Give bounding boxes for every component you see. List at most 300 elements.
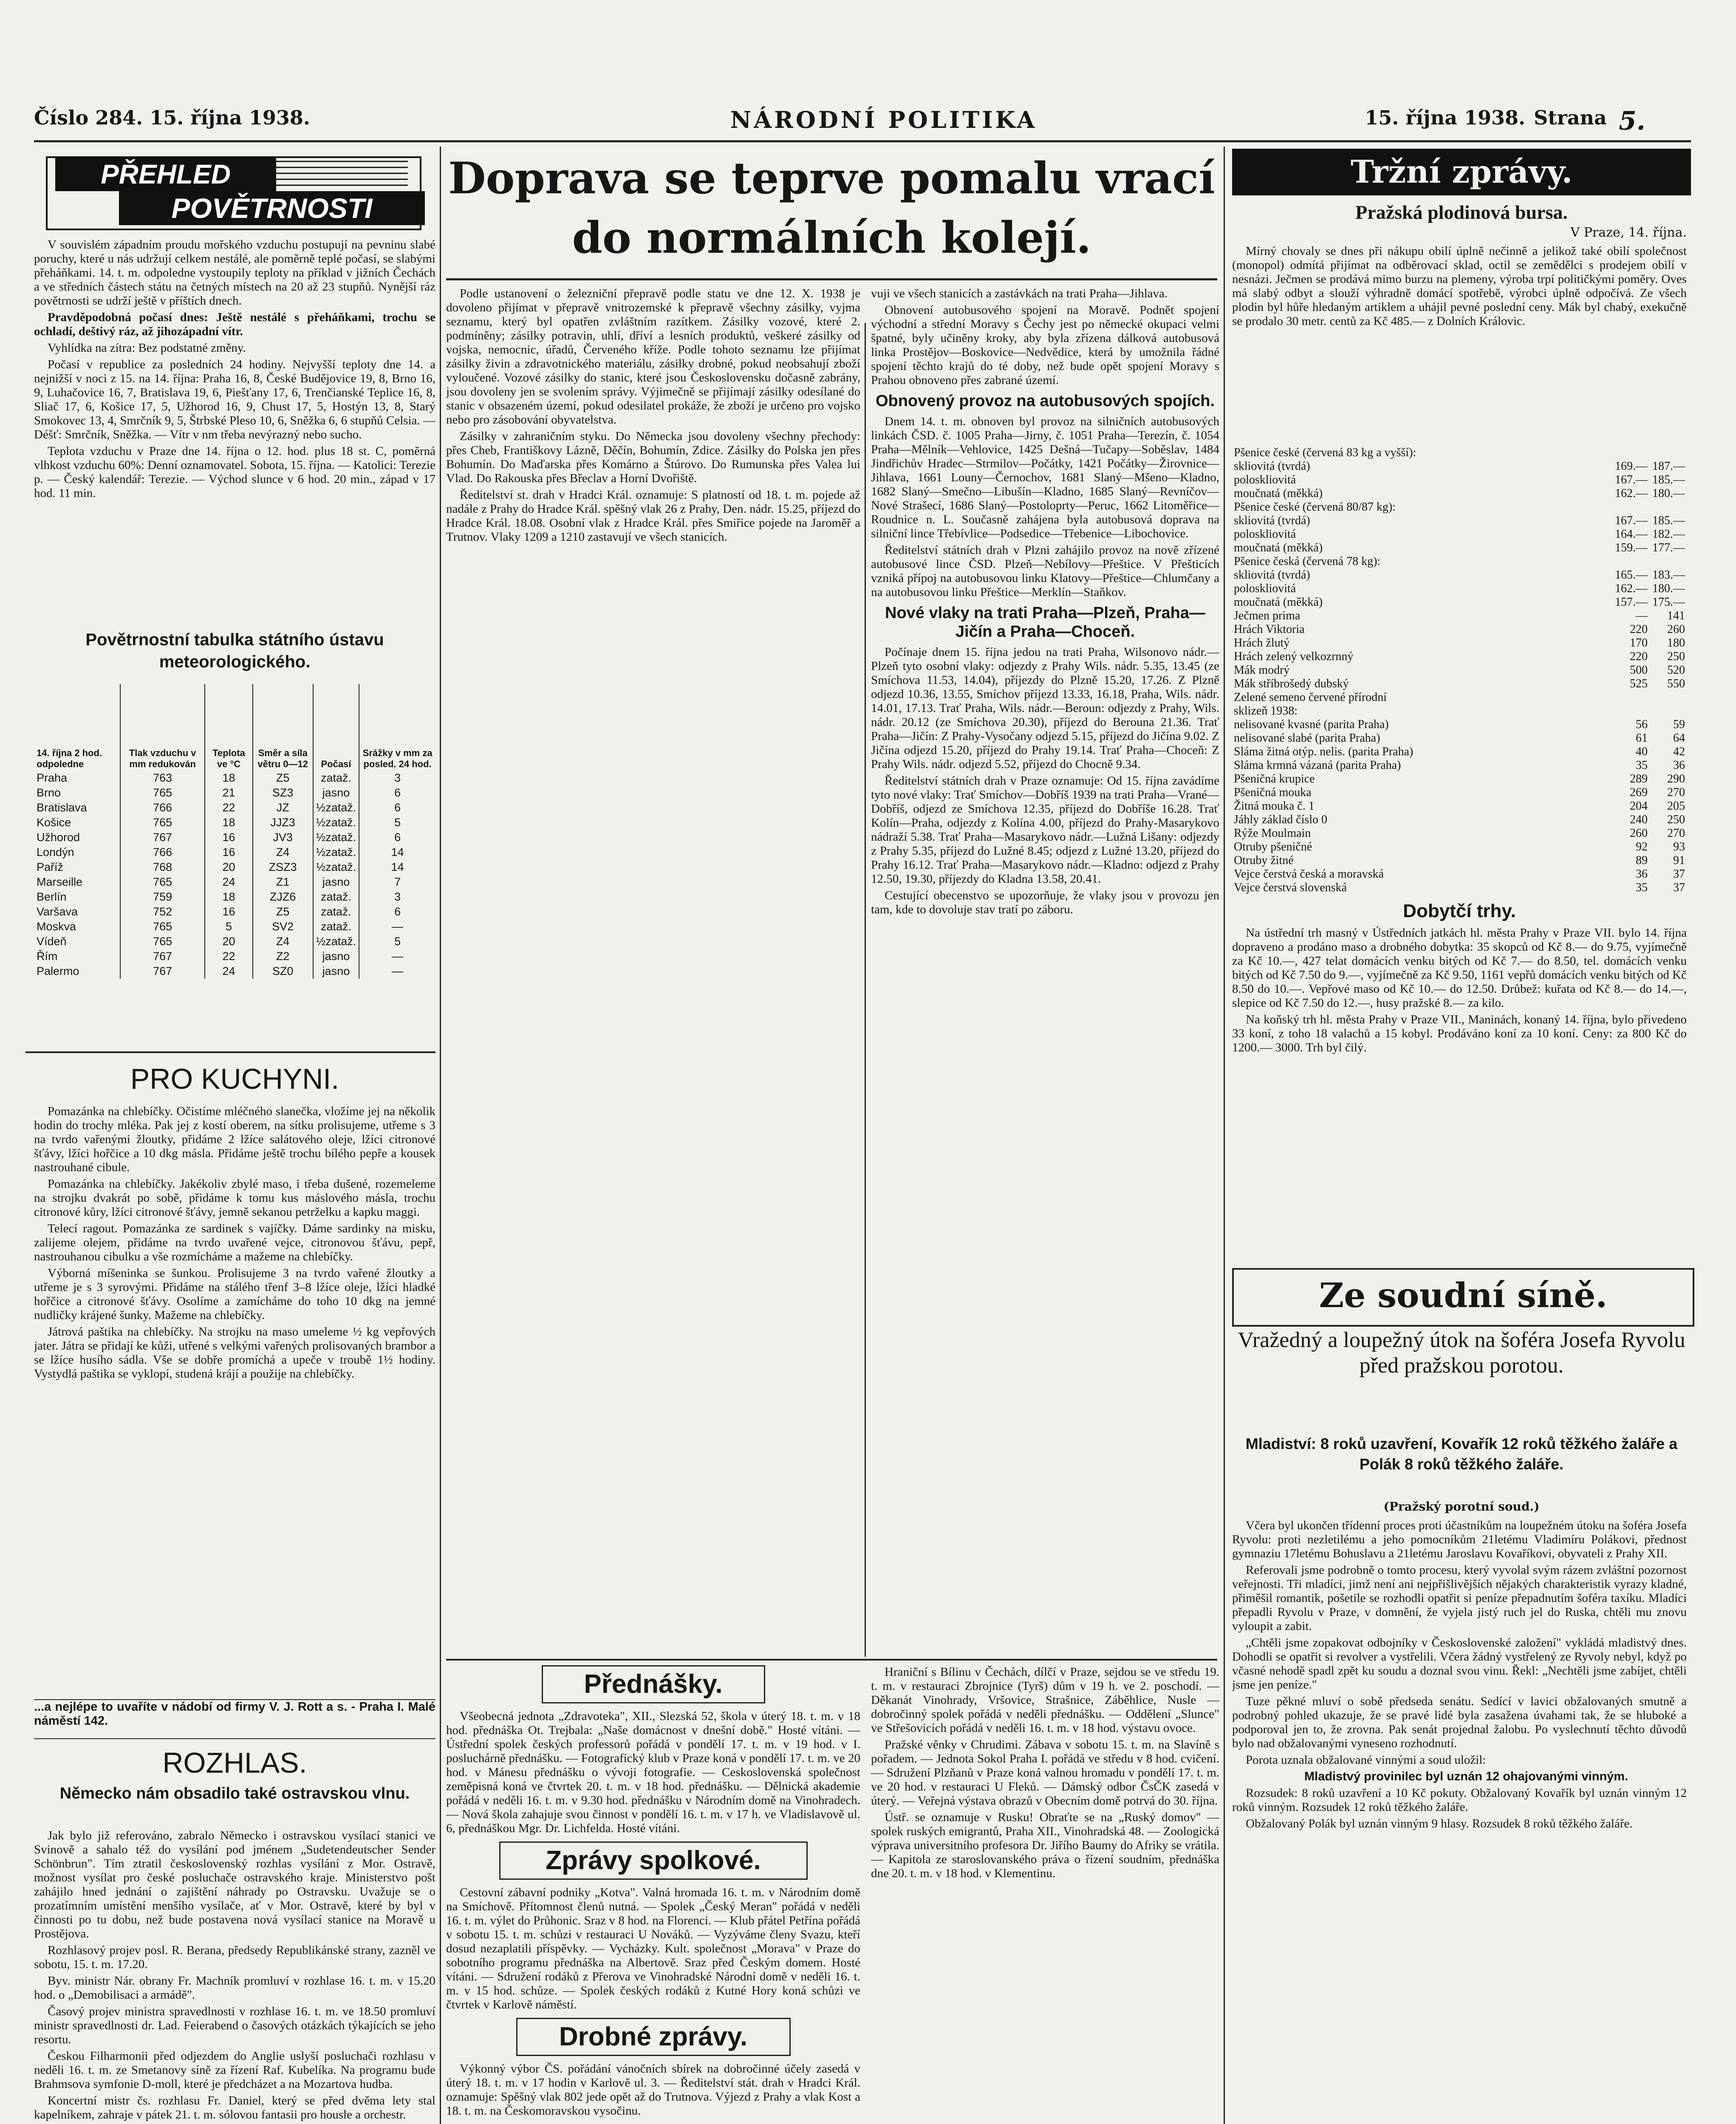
price-low: 170: [1630, 636, 1648, 650]
price-low: 157.—: [1615, 596, 1648, 609]
price-row: [1232, 555, 1687, 568]
price-high: 187.—: [1652, 460, 1685, 473]
commodity-name: poloskliovitá: [1234, 582, 1296, 595]
weather-cell: Palermo: [37, 965, 79, 977]
price-high: 250: [1667, 650, 1685, 663]
newspaper-title: NÁRODNÍ POLITIKA: [730, 106, 1038, 133]
price-high: 180.—: [1652, 487, 1685, 500]
weather-logo-line2: POVĚTRNOSTI: [119, 191, 425, 225]
radio-article-2: Rozhlasový projev posl. R. Berana, předsedy Republikánské strany, zazněl ve sobotu, 15. t. m. 17.20.: [34, 1943, 435, 1971]
weather-cell: zataž.: [313, 771, 359, 785]
court-para-3: „Chtěli jsme zopakovat odbojníky v Československé založení" vykládá mladistvý dnes. Dohodli se opatřit si revolver a vystřelili. Včera žádný vystřelený ze Ryvoly nebyl, když po včasné nehodě spadl zpět ku soudu a doznal svou vinu. Řekl: „Nechtěli jsme zabíjet, chtěli jsme jen peníze.": [1232, 1636, 1687, 1692]
price-high: 93: [1673, 840, 1685, 853]
weather-cell: —: [359, 964, 435, 979]
price-row: [1232, 473, 1687, 487]
commodity-name: Mák modrý: [1234, 664, 1290, 677]
weather-logo: [34, 149, 438, 234]
recipe-3: Telecí ragout. Pomazánka ze sardinek s vajíčky. Dáme sardinky na misku, zalijeme olejem, přidáme na tvrdo uvařené vejce, citronovou šťávu, pepř, nastrouhanou cibulku a vše rozmícháme a mažeme na chlebíčky.: [34, 1222, 435, 1263]
court-para-1: Včera byl ukončen třídenní proces proti účastníkům na loupežném útoku na šoféra Josefa Ryvolu: proti nezletilému a jeho pomocníkům 21letému Vladimíru Polákovi, přednost gymnaziu 17letému Bohuslavu a 21letému Jaroslavu Kovaříkovi, obyvateli z Prahy XII.: [1232, 1519, 1687, 1560]
price-row: [1232, 786, 1687, 799]
price-high: 250: [1667, 813, 1685, 826]
weather-cell: SZ0: [253, 964, 313, 979]
weather-cell: 766: [120, 800, 205, 815]
radio-section: [34, 1829, 435, 2124]
weather-cell: ZJZ6: [253, 890, 313, 904]
transport-headline-line1: Doprava se teprve pomalu vrací: [448, 153, 1215, 204]
weather-row: [34, 949, 435, 964]
weather-cell: 6: [359, 785, 435, 800]
transport-para-1: Podle ustanovení o železniční přepravě podle statu ve dne 12. X. 1938 je dovoleno přijímat v přepravě vnitrozemské k přepravě všechny zásilky, vyjma seznamu, který byl opatřen zvláštním razítkem. Zásilky vozové, které 2. podmíněny; zásilky potravin, uhlí, dříví a lesních produktů, veškeré zásilky od vojska, nemocnic, úřadů, Červeného kříže. Podle tohoto seznamu lze přijímat zásilky živin a zdravotnického materiálu, zásilky drobné, pokud neobsahují zboží vyloučené. Vozové zásilky do stanic, které jsou Československu dočasně zabrány, jsou dovoleny jen se svolením správy. Výjimečně se přijímají zásilky odesílané do stanic v obsazeném území, pokud odesilatel prokáže, že zboží je určeno pro vojsko nebo pro zásobování obyvatelstva.: [446, 287, 860, 426]
price-high: [1649, 691, 1687, 704]
weather-cell: JZ: [253, 800, 313, 815]
misc-notice-3: Ústř. se oznamuje v Rusku! Obraťte se na „Ruský domov" — spolek ruských emigrantů, Praha XII., Vinohradská 48. — Zoologická výprava universitního profesora Dr. Jiřího Baumy do Afriky se vrátila. — Kapitola ze staroslovanského práva o řízení soudním, přednáška dne 20. t. m. v 18 hod. v Klementinu.: [871, 1810, 1219, 1880]
weather-cell: JV3: [253, 830, 313, 845]
price-table: [1232, 446, 1687, 895]
cooking-section: [34, 1104, 435, 1695]
briefs-text: [446, 2062, 860, 2118]
weather-cell: jasno: [313, 875, 359, 890]
price-high: 290: [1667, 772, 1685, 785]
commodity-name: Hrách zelený velkozrnný: [1234, 650, 1354, 663]
price-low: 167.—: [1615, 473, 1648, 486]
weather-cell: Z5: [253, 771, 313, 785]
clubs-text: [446, 1886, 860, 2012]
court-article: [1232, 1519, 1687, 2124]
commodity-name: nelisované slabé (parita Praha): [1234, 732, 1380, 745]
recipe-1: Pomazánka na chlebíčky. Očistíme mléčného slanečka, vložíme jej na několik hodin do trochy mléka. Pak jej z kostí oberem, na sítku prolisujeme, utřeme s 3 na tvrdo vařenými žloutky, přidáme 2 lžíce salátového oleje, lžíci citronové šťávy, lžíci hořčice a 10 dkg másla. Přidáme ještě trochu bílého pepře a kousek nastrouhané cibule.: [34, 1104, 435, 1174]
column-rule-3: [1224, 147, 1225, 2124]
price-low: [1612, 446, 1649, 460]
weather-cell: 18: [205, 771, 252, 785]
price-high: 175.—: [1652, 596, 1685, 609]
price-low: 159.—: [1615, 541, 1648, 554]
price-row: [1232, 840, 1687, 854]
price-low: 36: [1636, 867, 1648, 881]
weather-row: [34, 830, 435, 845]
court-para-6: Rozsudek: 8 roků uzavření a 10 Kč pokuty. Obžalovaný Kovařík byl uznán vinným 12 roků vinným. Rozsudek 12 roků těžkého žaláře.: [1232, 1786, 1687, 1814]
price-row: [1232, 704, 1687, 718]
weather-cell: Z4: [253, 845, 313, 860]
commodity-name: skliovitá (tvrdá): [1234, 460, 1310, 473]
price-row: [1232, 582, 1687, 596]
commodity-name: Hrách žlutý: [1234, 636, 1290, 650]
weather-cell: 20: [205, 934, 252, 949]
transport-col-right: [871, 287, 1219, 1655]
lectures-title: Přednášky.: [542, 1665, 765, 1703]
commodity-name: Otruby žitné: [1234, 854, 1294, 867]
price-low: 61: [1636, 732, 1648, 745]
weather-cell: 20: [205, 860, 252, 875]
weather-cell: 14: [359, 845, 435, 860]
commodity-name: Sláma krmná vázaná (parita Praha): [1234, 759, 1401, 772]
transport-para-6: Dnem 14. t. m. obnoven byl provoz na silničních autobusových linkách ČSD. č. 1005 Praha—Jirny, č. 1051 Praha—Terezín, č. 1054 Praha—Mělník—Vehlovice, 1425 Dešná—Tučapy—Soběslav, 1484 Jindřichův Hradec—Strmilov—Počátky, 1421 Počátky—Žirovnice—Jihlava, 1661 Louny—Černochov, 1681 Slaný—Mšeno—Kladno, 1682 Slaný—Smečno—Libušín—Kladno, 1685 Slaný—Revníčov—Nové Strašecí, 1686 Slaný—Postoloprty—Peruc, 1662 Litoměřice—Roudnice n. L. Současně zahájena byla autobusová doprava na silniční lince Třebívlice—Podsedice—Třebenice—Libochovice.: [871, 415, 1219, 540]
section-divider: [25, 1051, 435, 1053]
weather-table-body: [34, 771, 435, 979]
weather-cell: 24: [205, 964, 252, 979]
market-intro: Mírný chovaly se dnes při nákupu obilí úplně nečinně a jelikož také obilí společnost (monopol) odmítá přijímat na odběrovací sklad, octil se zemědělci s prodejem obilí v nesnázi. Ječmen se prodává mimo burzu na plemeny, výroba trpí političkými poměry. Oves má slabý odbyt a slouží výhradně domácí spotřebě, výrobci úplně odpočívá. Ze všech plodin byl hůře hledaným artiklem a uhájil pevné poslední ceny. Mák byl chabý, exekučně se prodalo 30 metr. centů za Kč 485.— z Dolních Královic.: [1232, 244, 1687, 328]
radio-article-1: Jak bylo již referováno, zabralo Německo i ostravskou vysílací stanici ve Svinově a sahalo též do vysílání pod jménem „Sudetendeutscher Sender Schönbrun". Tím ztratil československý rozhlas vysílání z Mor. Ostravě, možnost vysílat pro české posluchače ostravského kraje. Ministerstvo pošt zahájilo hned jednání o zajištění náhrady po Ostravsku. Uvažuje se o prozatímním umístění menšího vysílače, ať v Mor. Ostravě, které by byl v činnosti po tu dobu, než bude postavena nová vysílací stanice na Moravě u Prostějova.: [34, 1829, 435, 1940]
commodity-name: nelisované kvasné (parita Praha): [1234, 718, 1389, 731]
radio-subtitle: Německo nám obsadilo také ostravskou vlnu.: [59, 1785, 410, 1802]
price-low: 269: [1630, 786, 1648, 799]
masthead-left: Číslo 284. 15. října 1938.: [34, 106, 310, 129]
recipe-4: Výborná míšeninka se šunkou. Prolisujeme 3 na tvrdo vařené žloutky a utřeme je s 3 syrovými. Přidáme na stálého třenf 3–8 lžíce oleje, lžíci hladké hořčice a citronové šťávy. Osolíme a zamícháme do toho 10 dkg na jemné nudličky krájené šunky. Mažeme na chlebíčky.: [34, 1266, 435, 1322]
price-low: [1612, 691, 1649, 704]
price-row: [1232, 650, 1687, 664]
price-row: [1232, 718, 1687, 732]
weather-cell: 766: [120, 845, 205, 860]
weather-cell: Praha: [37, 771, 68, 784]
weather-cell: zataž.: [313, 919, 359, 934]
price-high: 180: [1667, 636, 1685, 650]
weather-cell: 767: [120, 964, 205, 979]
transport-para-9: Ředitelství státních drah v Praze oznamuje: Od 15. října zavádíme tyto nové vlaky: Trať Smíchov—Dobříš 1939 na trati Praha—Vrané—Dobříš, odjezd ze Smíchova 12.35, příjezd do Dobříše 16.28. Trať Kolín—Praha, odjezdy z Kolína 4.00, příjezd do Prahy-Masarykovo nádraží 5.38. Trať Praha—Masarykovo nádr.—Lužná Lišany: odjezdy z Prahy 5.35, příjezd do Lužné 8.45; odjezd z Lužné 13.20, příjezd do Prahy 16.12. Trať Praha—Masarykovo nádr.—Kladno: odjezd z Prahy 12.50, 19.30, příjezdy do Kladna 13.58, 20.41.: [871, 774, 1219, 886]
price-high: 36: [1673, 759, 1685, 772]
weather-cell: Z5: [253, 904, 313, 919]
price-row: [1232, 487, 1687, 500]
weather-row: [34, 890, 435, 904]
commodity-name: Pšenice české (červená 80/87 kg):: [1234, 500, 1396, 514]
weather-prague-reading: Teplota vzduchu v Praze dne 14. října o 12. hod. plus 18 st. C, poměrná vlhkost vzduchu 60%: Denní oznamovatel. Sobota, 15. října. — Katolici: Terezie p. — Český kalendář: Terezie. — Východ slunce v 6 hod. 20 min., západ v 17 hod. 11 min.: [34, 444, 435, 500]
court-para-2: Referovali jsme podrobně o tomto procesu, který vyvolal svým rázem zvláštní pozornost veřejnosti. Tři mladíci, jimž není ani nejpřišlivějších nějakých charakteristik vyrazy kladné, přiměšil romantik, pošetile se rozhodli opatřit si peníze přepadnutím šoféra taxíku. Mladíci přepadli Ryvolu v Praze, v domnění, že vyjela jistý ruch jel do Ruska, chtěli mu znovu vyloupit a zabit.: [1232, 1563, 1687, 1633]
court-title: Ze soudní síně.: [1232, 1268, 1694, 1327]
weather-cell: ½zataž.: [313, 934, 359, 949]
weather-intro: V souvislém západním proudu mořského vzduchu postupují na pevninu slabé poruchy, které u nás udržují celkem nestálé, ale poměrně teplé počasí, se slabými přeháňkami. 14. t. m. odpoledne vystoupily teploty na příklad v jižních Čechách a ve středních částech státu na četných místech na 20 až 23 stupňů. Nynější ráz povětrnosti se udrží ještě v příštích dnech.: [34, 238, 435, 308]
price-row: [1232, 460, 1687, 473]
weather-cell: Užhorod: [37, 831, 80, 844]
weather-cell: jasno: [313, 964, 359, 979]
trains-section-title: Nové vlaky na trati Praha—Plzeň, Praha—Jičín a Praha—Choceň.: [885, 604, 1205, 641]
commodity-name: sklizeň 1938:: [1234, 704, 1298, 717]
weather-col-temp: Teplota ve °C: [205, 684, 252, 771]
commodity-name: Rýže Moulmain: [1234, 827, 1311, 840]
weather-cell: 24: [205, 875, 252, 890]
weather-cell: ½zataž.: [313, 815, 359, 830]
weather-row: [34, 771, 435, 785]
transport-para-5: Obnovení autobusového spojení na Moravě. Podnět spojení východní a střední Moravy s Čechy jest po německé okupaci velmi špatné, byly učiněny kroky, aby byla zřízena dálková autobusová linka Prostějov—Boskovice—Nedvědice, která by umožnila řádné spojení těchto krajů do té doby, než bude opět spojení Moravy s Prahou obnoveno přes zabrané území.: [871, 303, 1219, 387]
page-number: 5.: [1619, 106, 1646, 136]
price-high: 59: [1673, 718, 1685, 731]
commodity-name: Mák stříbrošedý dubský: [1234, 677, 1349, 690]
masthead-date: 15. října 1938.: [1365, 106, 1525, 129]
weather-cell: 752: [120, 904, 205, 919]
transport-para-10: Cestující obecenstvo se upozorňuje, že vlaky jsou v provozu jen tam, kde to dovoluje stav tratí po záboru.: [871, 889, 1219, 916]
weather-cell: 767: [120, 949, 205, 964]
commodity-name: moučnatá (měkká): [1234, 596, 1323, 609]
weather-cell: ½zataž.: [313, 860, 359, 875]
price-high: 205: [1667, 799, 1685, 813]
weather-cell: 765: [120, 815, 205, 830]
weather-cell: jasno: [313, 785, 359, 800]
weather-cell: Marseille: [37, 876, 83, 888]
price-low: 165.—: [1615, 568, 1648, 582]
commodity-name: moučnatá (měkká): [1234, 541, 1323, 554]
price-low: [1612, 704, 1649, 718]
commodity-name: poloskliovitá: [1234, 528, 1296, 541]
price-row: [1232, 759, 1687, 772]
weather-col-sky: Počasí: [313, 684, 359, 771]
weather-cell: Berlín: [37, 890, 67, 903]
price-low: 169.—: [1615, 460, 1648, 473]
market-title: Tržní zprávy.: [1232, 149, 1691, 195]
commodity-name: Vejce čerstvá slovenská: [1234, 881, 1347, 894]
price-table-wrap: [1232, 446, 1687, 896]
court-headline: Vražedný a loupežný útok na šoféra Josefa Ryvolu před pražskou porotou.: [1238, 1328, 1685, 1378]
weather-cell: ½zataž.: [313, 800, 359, 815]
price-row: [1232, 772, 1687, 786]
price-row: [1232, 664, 1687, 677]
weather-cell: Varšava: [37, 905, 78, 918]
cattle-report: [1232, 926, 1687, 1266]
weather-cell: Z1: [253, 875, 313, 890]
weather-row: [34, 904, 435, 919]
price-high: 177.—: [1652, 541, 1685, 554]
radio-article-6: Koncertní mistr čs. rozhlasu Fr. Daniel, který se před dvěma lety stal kapelníkem, zahraje v pátek 21. t. m. sólovou fantasii pro housle a orchestr.: [34, 2094, 435, 2121]
price-row: [1232, 500, 1687, 514]
weather-cell: Moskva: [37, 920, 76, 933]
court-para-5: Porota uznala obžalované vinnými a soud uložil:: [1246, 1753, 1486, 1767]
weather-cell: SV2: [253, 919, 313, 934]
price-row: [1232, 446, 1687, 460]
weather-cell: 3: [359, 890, 435, 904]
price-high: 182.—: [1652, 528, 1685, 541]
weather-report: [34, 238, 435, 620]
weather-cell: zataž.: [313, 890, 359, 904]
price-low: 162.—: [1615, 487, 1648, 500]
price-low: [1612, 500, 1649, 514]
price-low: 40: [1636, 745, 1648, 758]
weather-cell: 759: [120, 890, 205, 904]
court-para-4: Tuze pěkné mluví o sobě předseda senátu. Sedící v lavici obžalovaných smutně a podrobný pohled ukazuje, že se pravé lidé byla zasažena úvahami tak, že se hluboké a podporoval jen to, že zrovna. Pak senát projednal žalobu. Po vyslechnutí těchto důvodů bylo nad obžalovanými vyneseno rozhodnutí.: [1232, 1695, 1687, 1750]
court-para-7: Obžalovaný Polák byl uznán vinným 9 hlasy. Rozsudek 8 roků těžkého žaláře.: [1246, 1817, 1633, 1830]
price-low: 164.—: [1615, 528, 1648, 541]
price-row: [1232, 609, 1687, 623]
price-row: [1232, 636, 1687, 650]
cattle-text-2: Na koňský trh hl. města Prahy v Praze VII., Maninách, konaný 14. října, bylo přivedeno 33 koní, z toho 18 valachů a 15 kobyl. Prodáváno koní za 10 koní. Ceny: za 800 Kč do 1200.— 3000. Trh byl čilý.: [1232, 1013, 1687, 1054]
price-low: 289: [1630, 772, 1648, 785]
weather-cell: —: [359, 949, 435, 964]
price-low: [1612, 555, 1649, 568]
commodity-name: Hrách Viktoria: [1234, 623, 1305, 636]
weather-col-pressure: Tlak vzduchu v mm redukován: [120, 684, 205, 771]
weather-row: [34, 919, 435, 934]
weather-cell: 18: [205, 890, 252, 904]
weather-cell: 21: [205, 785, 252, 800]
price-row: [1232, 799, 1687, 813]
commodity-name: Jáhly základ číslo 0: [1234, 813, 1328, 826]
weather-cell: 5: [205, 919, 252, 934]
weather-col-wind: Směr a síla větru 0—12: [253, 684, 313, 771]
weather-cell: Paříž: [37, 861, 64, 873]
transport-para-7: Ředitelství státních drah v Plzni zahájilo provoz na nově zřízené autobusové lince ČSD. Plzeň—Nebílovy—Přeštice. V Přešticích vzniká přípoj na autobusovou linku Klatovy—Přeštice—Chlumčany a na autobusovou linku Přeštice—Merklín—Staňkov.: [871, 543, 1219, 599]
weather-row: [34, 785, 435, 800]
briefs-title: Drobné zprávy.: [516, 2018, 791, 2056]
weather-cell: Vídeň: [37, 935, 67, 948]
price-high: 260: [1667, 623, 1685, 636]
price-row: [1232, 813, 1687, 827]
clubs-body: Cestovní zábavní podniky „Kotva". Valná hromada 16. t. m. v Národním domě na Smíchově. Přítomnost členů nutná. — Spolek „Český Meran" pořádá v neděli 16. t. m. výlet do Průhonic. Sraz v 8 hod. na Florenci. — Klub přátel Petřína pořádá v sobotu 15. t. m. schůzi v restauraci U Nováků. — Vyzýváme členy Svazu, kteří dosud nezaplatili příspěvky. — Vycházky. Kult. společnost „Morava" v Praze do sobotního programu přednáška na Albertově. Sraz před Českým domem. Hosté vítáni. — Sdružení rodáků z Přerova ve Vinohradské Národní domě v neděli 16. t. m. v 15 hod. schůze. — Spolek českých rodáků z Kutné Hory koná schůzi ve čtvrtek v Karlově náměstí.: [446, 1886, 860, 2011]
commodity-name: moučnatá (měkká): [1234, 487, 1323, 500]
price-low: 525: [1630, 677, 1648, 690]
radio-title: ROZHLAS.: [162, 1747, 307, 1779]
weather-cell: 3: [359, 771, 435, 785]
commodity-name: Otruby pšeničné: [1234, 840, 1312, 853]
commodity-name: poloskliovitá: [1234, 473, 1296, 486]
weather-cell: Londýn: [37, 846, 74, 859]
price-row: [1232, 854, 1687, 867]
weather-cell: 768: [120, 860, 205, 875]
commodity-name: Pšenice česká (červená 78 kg):: [1234, 555, 1381, 568]
weather-table-title: Povětrnostní tabulka státního ústavu meteorologického.: [85, 630, 384, 671]
price-row: [1232, 881, 1687, 895]
price-low: 35: [1636, 759, 1648, 772]
commodity-name: Ječmen prima: [1234, 609, 1301, 622]
price-high: 550: [1667, 677, 1685, 690]
price-low: 89: [1636, 854, 1648, 867]
price-row: [1232, 623, 1687, 636]
price-table-body: [1232, 446, 1687, 895]
price-row: [1232, 541, 1687, 555]
weather-table-header: [34, 684, 435, 771]
cattle-text-1: Na ústřední trh masný v Ústředních jatkách hl. města Prahy v Praze VII. bylo 14. října dopraveno a prodáno maso a drobného dobytka: 35 skopců od Kč 8.— do 9.75, vyjímečně za Kč 10.—, 427 telat domácích venku bitých od Kč 7.— do 8.50, tel. domácích venku bitých od Kč 7.50 do 9.—, vyjímečně za Kč 9.50, 1161 vepřů domácích venku bitých od Kč 8.50 do 10.—. Vepřové maso od Kč 10.— do 12.50. Drůbež: kuřata od Kč 8.— do 14.—, slepice od Kč 7.50 do 12.—, husy pražské 8.— za kilo.: [1232, 926, 1687, 1010]
weather-table: [34, 684, 435, 979]
misc-notice-2: Pražské věnky v Chrudimi. Zábava v sobotu 15. t. m. na Slavíně s pořadem. — Jednota Sokol Praha I. pořádá ve středu v 8 hod. cvičení. — Sdružení Plzňanů v Praze koná valnou hromadu v pondělí 17. t. m. ve 20 hod. v restauraci U Fleků. — Dámský odbor ČsČK zasedá v úterý. — Veřejná výstava obrazů v Obecním domě potrvá do 30. října.: [871, 1738, 1219, 1808]
price-high: 91: [1673, 854, 1685, 867]
weather-cell: jasno: [313, 949, 359, 964]
price-low: 56: [1636, 718, 1648, 731]
recipe-2: Pomazánka na chlebíčky. Jakékoliv zbylé maso, i třeba dušené, rozemeleme na strojku dvakrát po sobě, přidáme k tomu kus máslového másla, trochu citronové kůry, lžíci citronové šťávy, jemně sekanou petrželku a kapku maggi.: [34, 1177, 435, 1219]
briefs-body: Výkonný výbor ČS. pořádání vánočních sbírek na dobročinné účely zasedá v úterý 18. t. m. v 17 hodin v Karlově ul. 3. — Ředitelství stát. drah v Hradci Král. oznamuje: Spěšný vlak 802 jede opět až do Trutnova. Výjezd z Prahy a vlak Kost a 18. t. m. na Českomoravskou vysočinu.: [446, 2062, 860, 2118]
commodity-name: Pšeničná mouka: [1234, 786, 1312, 799]
weather-row: [34, 934, 435, 949]
commodity-name: Zelené semeno červené přírodní: [1234, 691, 1387, 704]
weather-cell: 6: [359, 904, 435, 919]
commodity-name: skliovitá (tvrdá): [1234, 514, 1310, 527]
transport-headline-line2: do normálních kolejí.: [572, 212, 1091, 263]
court-verdict-summary: Mladiství: 8 roků uzavření, Kovařík 12 roků těžkého žaláře a Polák 8 roků těžkého žaláře.: [1245, 1435, 1678, 1473]
weather-cell: 16: [205, 830, 252, 845]
commodity-name: Sláma žitná otýp. nelis. (parita Praha): [1234, 745, 1414, 758]
transport-para-8: Počínaje dnem 15. října jedou na trati Praha, Wilsonovo nádr.—Plzeň tyto osobní vlaky: odjezdy z Prahy Wils. nádr. 5.35, 13.45 (ze Smíchova 11.53, 14.04), příjezdy do Plzně 15.20, 17.26. Z Plzně odjezd 10.36, 13.55, Smíchov příjezd 13.33, 16.18, Praha, Wils. nádr. 14.01, 17.13. Trať Praha, Wils. nádr.—Beroun: odjezdy z Prahy, Wils. nádr. 20.12 (ze Smíchova 20.30), příjezd do Berouna 21.36. Trať Praha—Jičín: Z Prahy-Vysočany odjezd 5.15, příjezd do Jičína 9.02. Z Jičína odjezd 15.20, příjezd do Prahy 19.14. Trať Praha—Choceň: Z Prahy Wils. nádr. odjezd 5.52, příjezd do Chocně 9.34.: [871, 645, 1219, 771]
weather-cell: —: [359, 919, 435, 934]
commodity-name: skliovitá (tvrdá): [1234, 568, 1310, 582]
price-high: 37: [1673, 881, 1685, 894]
price-high: [1649, 500, 1687, 514]
price-high: [1649, 446, 1687, 460]
price-low: 162.—: [1615, 582, 1648, 595]
weather-cell: 765: [120, 785, 205, 800]
price-high: 183.—: [1652, 568, 1685, 582]
price-row: [1232, 568, 1687, 582]
weather-cell: 16: [205, 904, 252, 919]
weather-cell: 765: [120, 875, 205, 890]
weather-cell: ½zataž.: [313, 830, 359, 845]
court-verdict-2: Mladistvý provinilec byl uznán 12 ohajovanými vinným.: [1304, 1770, 1629, 1783]
weather-cell: 5: [359, 934, 435, 949]
price-low: 240: [1630, 813, 1648, 826]
transport-para-3: Ředitelství st. drah v Hradci Král. oznamuje: S platností od 18. t. m. pojede až nadále z Prahy do Hradce Král. spěšný vlak 26 z Prahy, Den. nádr. 15.25, příjezd do Hradce Král. 18.08. Osobní vlak z Hradce Král. přes Smiřice pojede na Jaroměř a Trutnov. Vlaky 1209 a 1210 zastavují ve všech stanicích.: [446, 488, 860, 544]
court-kicker: (Pražský porotní soud.): [1383, 1500, 1540, 1514]
price-row: [1232, 827, 1687, 840]
price-high: 37: [1673, 867, 1685, 881]
price-high: 141: [1667, 609, 1685, 622]
weather-row: [34, 800, 435, 815]
price-row: [1232, 867, 1687, 881]
market-intro-wrap: [1232, 244, 1687, 444]
price-high: 180.—: [1652, 582, 1685, 595]
cookware-ad: ...a nejlépe to uvaříte v nádobí od firmy V. J. Rott a s. - Praha I. Malé náměstí 142.: [34, 1699, 435, 1739]
price-high: 185.—: [1652, 514, 1685, 527]
masthead-page-label: Strana: [1534, 106, 1607, 129]
price-low: 92: [1636, 840, 1648, 853]
weather-cell: ZSZ3: [253, 860, 313, 875]
price-row: [1232, 677, 1687, 691]
commodity-name: Pšenice české (červená 83 kg a vyšší):: [1234, 446, 1417, 459]
masthead-rule: [34, 140, 1691, 142]
cooking-title: PRO KUCHYNI.: [130, 1063, 339, 1095]
recipe-5: Játrová paštika na chlebíčky. Na strojku na maso umeleme ½ kg vepřových jater. Játra se přidají ke kůži, utřené s velkými vařených prolisovaných brambor a se lžíce husího sádla. Vše se dobře promíchá a upeče v troubě 1½ hodiny. Vystydlá paštika se vyklopí, studená krájí a použije na chlebíčky.: [34, 1325, 435, 1381]
commodity-name: Žitná mouka č. 1: [1234, 799, 1315, 813]
weather-cell: 763: [120, 771, 205, 785]
weather-cell: Brno: [37, 786, 61, 799]
price-row: [1232, 596, 1687, 609]
weather-cell: 18: [205, 815, 252, 830]
weather-cell: SZ3: [253, 785, 313, 800]
column-rule-2: [865, 323, 866, 1657]
misc-notices: [871, 1665, 1219, 2124]
price-row: [1232, 514, 1687, 528]
weather-cell: 6: [359, 830, 435, 845]
price-low: 204: [1630, 799, 1648, 813]
price-low: 35: [1636, 881, 1648, 894]
clubs-title: Zprávy spolkové.: [499, 1842, 808, 1880]
weather-cell: 765: [120, 919, 205, 934]
weather-cell: JJZ3: [253, 815, 313, 830]
lectures-text: [446, 1709, 860, 1836]
headline-rule: [446, 278, 1217, 280]
transport-para-2: Zásilky v zahraničním styku. Do Německa jsou dovoleny všechny přechody: přes Cheb, Františkovy Lázně, Děčín, Bohumín, Zdice. Zásilky do Polska jen přes Bohumín. Do Maďarska přes Komárno a Štúrovo. Do Rumunska přes Valea lui Vlad. Do Rakouska přes Břeclav a Horní Dvořiště.: [446, 429, 860, 485]
weather-col-rain: Srážky v mm za posled. 24 hod.: [359, 684, 435, 771]
weather-outlook: Vyhlídka na zítra: Bez podstatné změny.: [48, 341, 246, 355]
price-row: [1232, 745, 1687, 759]
weather-cell: zataž.: [313, 904, 359, 919]
transport-col-left: [446, 287, 860, 1655]
notices-col: [446, 1665, 860, 2124]
weather-cell: 22: [205, 800, 252, 815]
market-dateline: V Praze, 14. října.: [1570, 225, 1687, 240]
radio-article-3: Byv. ministr Nár. obrany Fr. Machník promluví v rozhlase 16. t. m. v 15.20 hod. o „Demobilisaci a armádě".: [34, 1974, 435, 2002]
price-row: [1232, 691, 1687, 704]
price-low: 500: [1630, 664, 1648, 677]
weather-cell: 14: [359, 860, 435, 875]
weather-cell: 22: [205, 949, 252, 964]
price-high: [1649, 704, 1687, 718]
market-subtitle: Pražská plodinová bursa.: [1355, 201, 1568, 223]
weather-cell: Řím: [37, 950, 58, 963]
commodity-name: Pšeničná krupice: [1234, 772, 1315, 785]
column-rule-1: [440, 147, 441, 2124]
radio-article-5: Českou Filharmonii před odjezdem do Anglie uslyší posluchači rozhlasu v neděli 16. t. m. ze Smetanovy síně za řízení Raf. Kubelíka. Na programu bude Brahmsova symfonie D-moll, které je předcházet a na Mozartova hudba.: [34, 2049, 435, 2091]
price-high: 185.—: [1652, 473, 1685, 486]
weather-forecast: Pravděpodobná počasí dnes: Ještě nestálé s přeháňkami, trochu se ochladí, deštivý ráz, až jihozápadní vítr.: [34, 311, 435, 338]
weather-temperatures: Počasí v republice za posledních 24 hodiny. Nejvyšší teploty dne 14. a nejnižší v noci z 15. na 14. října: Praha 16, 8, České Budějovice 19, 8, Brno 16, 9, Luhačovice 16, 7, Bratislava 19, 6, Piešťany 17, 6, Trenčianské Teplice 16, 8, Sliač 17, 6, Košice 17, 5, Užhorod 16, 9, Chust 17, 5, Hostýn 13, 8, Starý Smokovec 13, 4, Smrčník 9, 5, Štrbské Pleso 10, 6, Sněžka 6, 6 stupňů Celsia. — Déšť: Smrčník, Sněžka. — Vítr v nm třeba nevýrazný nebo sucho.: [34, 358, 435, 441]
transport-headline: [446, 149, 1217, 276]
section-divider-center: [446, 1659, 1217, 1661]
weather-cell: 5: [359, 815, 435, 830]
price-low: 167.—: [1615, 514, 1648, 527]
weather-cell: Bratislava: [37, 801, 87, 814]
weather-cell: 16: [205, 845, 252, 860]
